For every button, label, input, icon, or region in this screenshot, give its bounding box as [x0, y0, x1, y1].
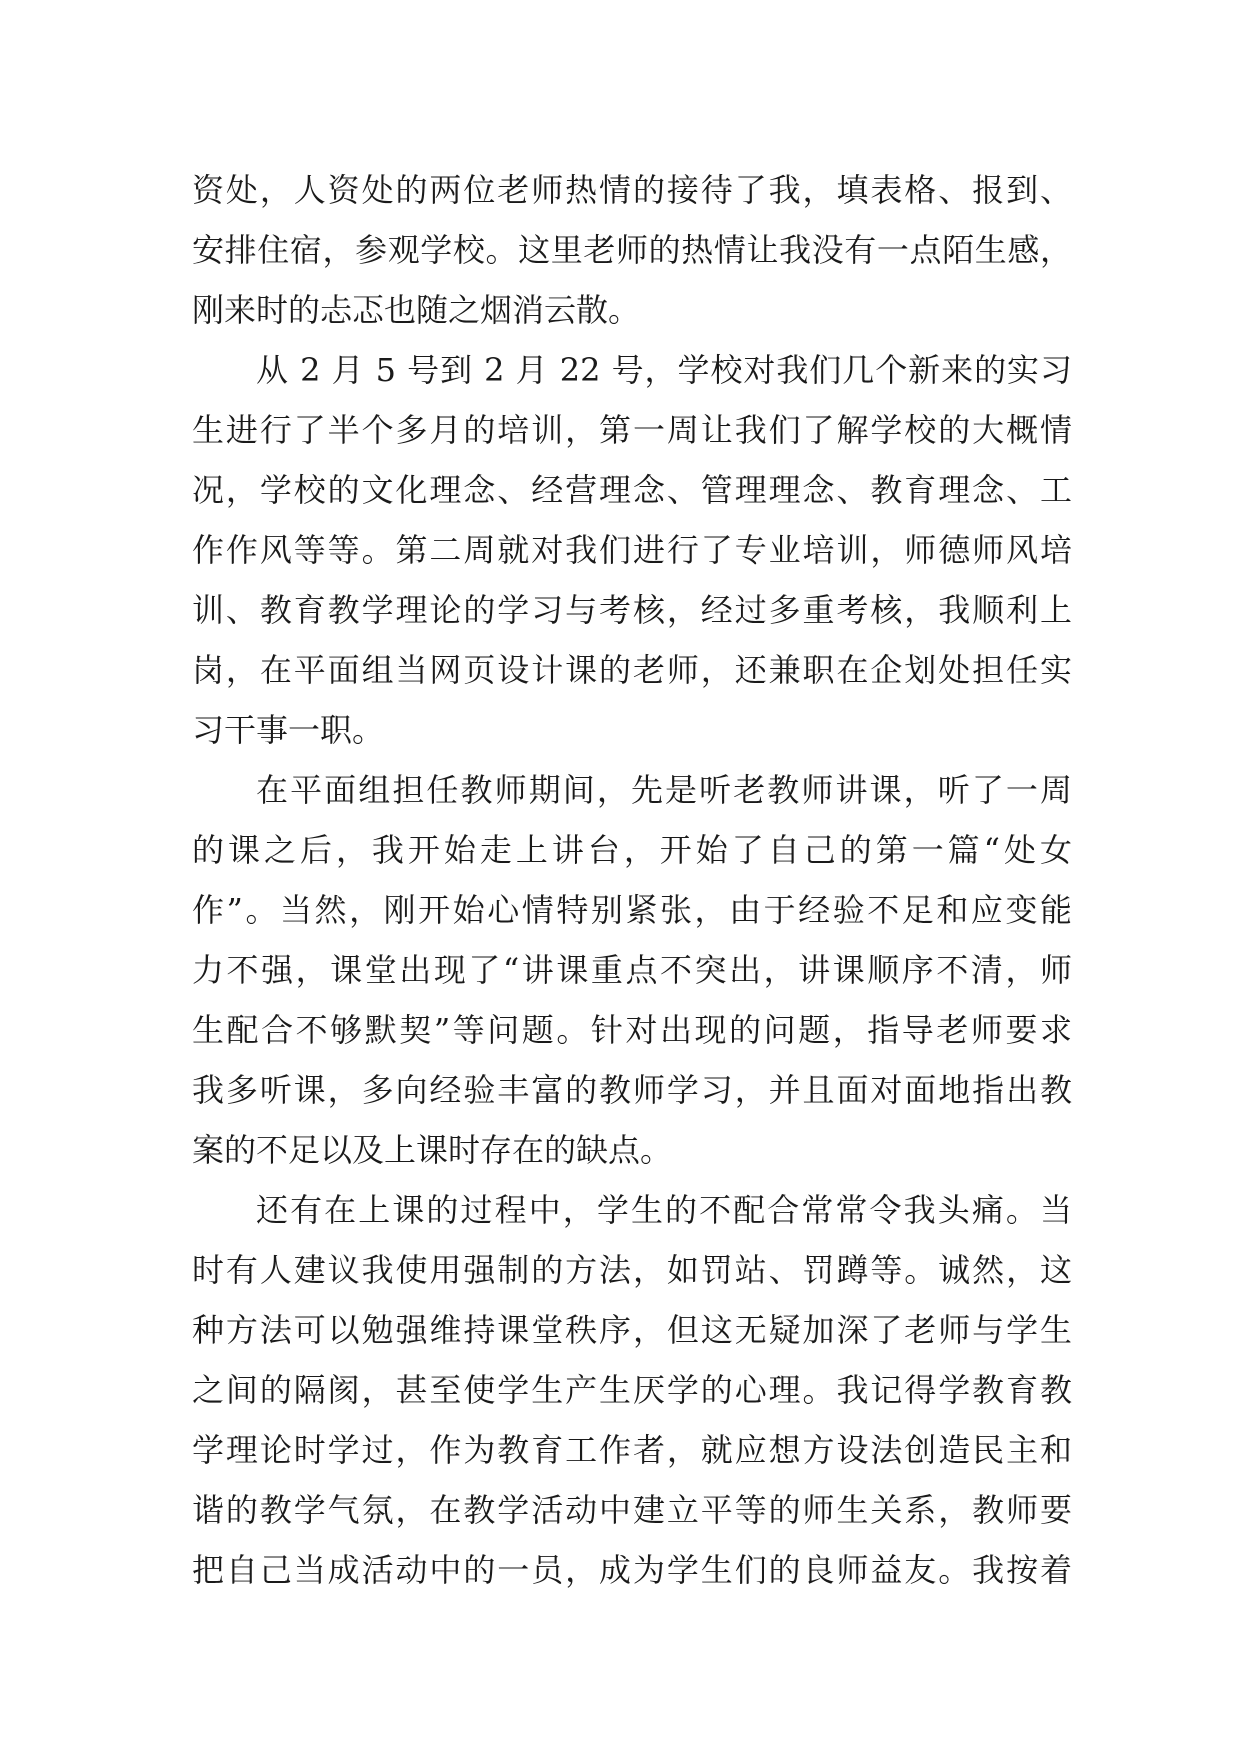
text-line: 生配合不够默契”等问题。针对出现的问题，指导老师要求	[192, 1011, 1072, 1049]
paragraph-3	[192, 760, 1072, 1180]
text-line: 力不强，课堂出现了“讲课重点不突出，讲课顺序不清，师	[192, 951, 1072, 989]
text-line: 作”。当然，刚开始心情特别紧张，由于经验不足和应变能	[192, 891, 1072, 929]
text-line: 况，学校的文化理念、经营理念、管理理念、教育理念、工	[192, 471, 1072, 509]
paragraph-1	[192, 160, 1072, 340]
text-line: 我多听课，多向经验丰富的教师学习，并且面对面地指出教	[192, 1071, 1072, 1109]
text-line: 把自己当成活动中的一员，成为学生们的良师益友。我按着	[192, 1551, 1072, 1589]
text-line: 习干事一职。	[192, 711, 385, 749]
paragraph-4	[192, 1180, 1072, 1600]
text-line: 之间的隔阂，甚至使学生产生厌学的心理。我记得学教育教	[192, 1371, 1072, 1409]
text-line: 谐的教学气氛，在教学活动中建立平等的师生关系，教师要	[192, 1491, 1072, 1529]
text-line: 时有人建议我使用强制的方法，如罚站、罚蹲等。诚然，这	[192, 1251, 1072, 1289]
text-line: 资处，人资处的两位老师热情的接待了我，填表格、报到、	[192, 171, 1072, 209]
text-line: 案的不足以及上课时存在的缺点。	[192, 1131, 673, 1169]
document-body	[192, 160, 1072, 1600]
text-line: 在平面组担任教师期间，先是听老教师讲课，听了一周	[256, 771, 1072, 809]
text-line: 的课之后，我开始走上讲台，开始了自己的第一篇“处女	[192, 831, 1072, 869]
text-line: 作作风等等。第二周就对我们进行了专业培训，师德师风培	[192, 531, 1072, 569]
text-line: 生进行了半个多月的培训，第一周让我们了解学校的大概情	[192, 411, 1072, 449]
text-line: 从 2 月 5 号到 2 月 22 号，学校对我们几个新来的实习	[256, 351, 1072, 389]
text-line: 学理论时学过，作为教育工作者，就应想方设法创造民主和	[192, 1431, 1072, 1469]
text-line: 还有在上课的过程中，学生的不配合常常令我头痛。当	[256, 1191, 1072, 1229]
paragraph-2	[192, 340, 1072, 760]
text-line: 岗，在平面组当网页设计课的老师，还兼职在企划处担任实	[192, 651, 1072, 689]
text-line: 刚来时的忐忑也随之烟消云散。	[192, 291, 641, 329]
text-line: 种方法可以勉强维持课堂秩序，但这无疑加深了老师与学生	[192, 1311, 1072, 1349]
text-line: 训、教育教学理论的学习与考核，经过多重考核，我顺利上	[192, 591, 1072, 629]
text-line: 安排住宿，参观学校。这里老师的热情让我没有一点陌生感，	[192, 231, 1072, 269]
